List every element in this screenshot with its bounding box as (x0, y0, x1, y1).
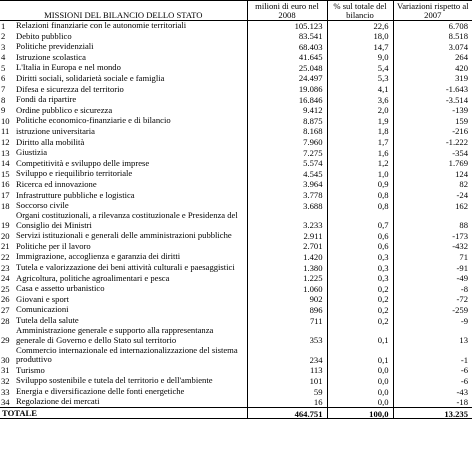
euro-millions: 105.123 (247, 21, 327, 32)
row-number: 1 (1, 20, 6, 31)
mission-name: Sviluppo e riequilibrio territoriale (16, 168, 133, 179)
table-row (0, 84, 472, 95)
variation-vs-2007: -6 (393, 365, 472, 376)
row-number: 12 (1, 137, 10, 148)
percent-of-total: 18,0 (327, 31, 393, 42)
mission-name: Turismo (16, 365, 45, 375)
total-variation: 13.235 (393, 408, 472, 419)
table-row (0, 137, 472, 148)
percent-of-total: 0,1 (327, 346, 393, 366)
table-row (0, 179, 472, 190)
percent-of-total: 5,3 (327, 73, 393, 84)
variation-vs-2007: 420 (393, 63, 472, 74)
mission-name: Difesa e sicurezza del territorio (16, 84, 124, 94)
table-row (0, 105, 472, 116)
mission-name: Ordine pubblico e sicurezza (16, 105, 113, 115)
row-number: 13 (1, 147, 10, 158)
euro-millions: 3.688 (247, 201, 327, 212)
table-row (0, 63, 472, 74)
table-row (0, 263, 472, 274)
variation-vs-2007: -139 (393, 105, 472, 116)
total-row (0, 408, 472, 419)
table-row (0, 158, 472, 169)
mission-name: Ricerca ed innovazione (16, 179, 97, 189)
row-number: 3 (1, 41, 6, 52)
table-row (0, 252, 472, 263)
percent-of-total: 1,0 (327, 169, 393, 180)
table-row (0, 21, 472, 32)
table-row (0, 31, 472, 42)
row-number: 28 (1, 315, 10, 326)
table-row (0, 294, 472, 305)
row-number: 24 (1, 273, 10, 284)
variation-vs-2007: 6.708 (393, 21, 472, 32)
euro-millions: 8.875 (247, 116, 327, 127)
variation-vs-2007: 162 (393, 201, 472, 212)
percent-of-total: 0,3 (327, 263, 393, 274)
row-number: 11 (1, 126, 10, 137)
variation-vs-2007: 159 (393, 116, 472, 127)
percent-of-total: 1,6 (327, 148, 393, 159)
mission-name: Organi costituzionali, a rilevanza costituzionale e Presidenza del Consiglio dei Ministri (16, 211, 238, 230)
variation-vs-2007: 124 (393, 169, 472, 180)
euro-millions: 24.497 (247, 73, 327, 84)
mission-name: Agricoltura, politiche agroalimentari e pesca (16, 273, 170, 283)
header-row (0, 1, 472, 21)
percent-of-total: 14,7 (327, 42, 393, 53)
row-number: 14 (1, 158, 10, 169)
euro-millions: 68.403 (247, 42, 327, 53)
euro-millions: 1.420 (247, 252, 327, 263)
row-number: 15 (1, 168, 10, 179)
table-row (0, 241, 472, 252)
percent-of-total: 0,3 (327, 252, 393, 263)
table-row (0, 42, 472, 53)
row-number: 7 (1, 84, 6, 95)
row-number: 5 (1, 62, 6, 73)
percent-of-total: 22,6 (327, 21, 393, 32)
percent-of-total: 0,1 (327, 326, 393, 346)
row-number: 34 (1, 397, 10, 407)
mission-name: Regolazione dei mercati (16, 397, 100, 407)
table-row (0, 376, 472, 387)
euro-millions: 902 (247, 294, 327, 305)
percent-of-total: 0,0 (327, 376, 393, 387)
variation-vs-2007: -1.222 (393, 137, 472, 148)
table-row (0, 326, 472, 346)
variation-vs-2007: -216 (393, 126, 472, 137)
mission-name: Infrastrutture pubbliche e logistica (16, 190, 135, 200)
column-header-percent: % sul totale del bilancio (327, 1, 393, 21)
mission-name: Giustizia (16, 147, 48, 158)
row-number: 2 (1, 31, 6, 42)
variation-vs-2007: -3.514 (393, 95, 472, 106)
row-number: 26 (1, 294, 10, 305)
row-number: 20 (1, 230, 10, 241)
mission-name: Politiche economico-finanziarie e di bilancio (16, 115, 171, 126)
table-row (0, 116, 472, 127)
mission-name: Energia e diversificazione delle fonti energetiche (16, 386, 185, 396)
percent-of-total: 0,9 (327, 179, 393, 190)
mission-name: Politiche previdenziali (16, 41, 94, 52)
euro-millions: 25.048 (247, 63, 327, 74)
variation-vs-2007: -6 (393, 376, 472, 387)
row-number: 29 (1, 335, 10, 346)
euro-millions: 3.778 (247, 190, 327, 201)
mission-name: L'Italia in Europa e nel mondo (16, 62, 121, 73)
euro-millions: 59 (247, 387, 327, 398)
percent-of-total: 9,0 (327, 52, 393, 63)
variation-vs-2007: 8.518 (393, 31, 472, 42)
table-row (0, 211, 472, 231)
variation-vs-2007: 82 (393, 179, 472, 190)
mission-name: istruzione universitaria (16, 126, 95, 136)
percent-of-total: 0,3 (327, 273, 393, 284)
row-number: 17 (1, 190, 10, 200)
table-title: MISSIONI DEL BILANCIO DELLO STATO (0, 1, 247, 21)
table-row (0, 126, 472, 137)
euro-millions: 3.964 (247, 179, 327, 190)
percent-of-total: 0,2 (327, 294, 393, 305)
percent-of-total: 1,7 (327, 137, 393, 148)
total-label: TOTALE (0, 408, 247, 419)
variation-vs-2007: -259 (393, 305, 472, 316)
mission-name: Soccorso civile (16, 200, 69, 211)
row-number: 16 (1, 179, 10, 190)
euro-millions: 234 (247, 346, 327, 366)
mission-name: Debito pubblico (16, 31, 72, 41)
table-row (0, 284, 472, 295)
euro-millions: 9.412 (247, 105, 327, 116)
table-body (0, 21, 472, 408)
euro-millions: 2.701 (247, 241, 327, 252)
percent-of-total: 2,0 (327, 105, 393, 116)
euro-millions: 7.960 (247, 137, 327, 148)
row-number: 27 (1, 304, 10, 315)
column-header-variation: Variazioni rispetto al 2007 (393, 1, 472, 21)
percent-of-total: 4,1 (327, 84, 393, 95)
euro-millions: 1.225 (247, 273, 327, 284)
euro-millions: 19.086 (247, 84, 327, 95)
table-row (0, 397, 472, 408)
percent-of-total: 5,4 (327, 63, 393, 74)
row-number: 25 (1, 283, 10, 294)
euro-millions: 1.060 (247, 284, 327, 295)
percent-of-total: 3,6 (327, 95, 393, 106)
mission-name: Tutela della salute (16, 315, 79, 326)
mission-name: Tutela e valorizzazione dei beni attività culturali e paesaggistici (16, 262, 235, 273)
variation-vs-2007: -432 (393, 241, 472, 252)
variation-vs-2007: -1 (393, 346, 472, 366)
table-row (0, 231, 472, 242)
percent-of-total: 0,0 (327, 397, 393, 408)
euro-millions: 3.233 (247, 211, 327, 231)
euro-millions: 101 (247, 376, 327, 387)
table-row (0, 346, 472, 366)
euro-millions: 711 (247, 316, 327, 327)
euro-millions: 16 (247, 397, 327, 408)
percent-of-total: 0,2 (327, 305, 393, 316)
mission-name: Giovani e sport (16, 294, 69, 304)
mission-name: Competitività e sviluppo delle imprese (16, 158, 150, 168)
euro-millions: 113 (247, 365, 327, 376)
total-euro: 464.751 (247, 408, 327, 419)
percent-of-total: 0,0 (327, 387, 393, 398)
table-row (0, 169, 472, 180)
row-number: 9 (1, 105, 6, 116)
table-row (0, 52, 472, 63)
row-number: 19 (1, 220, 10, 231)
variation-vs-2007: -8 (393, 284, 472, 295)
column-header-euro: milioni di euro nel 2008 (247, 1, 327, 21)
percent-of-total: 0,8 (327, 190, 393, 201)
percent-of-total: 0,7 (327, 211, 393, 231)
percent-of-total: 0,6 (327, 241, 393, 252)
table-row (0, 387, 472, 398)
row-number: 4 (1, 52, 6, 63)
percent-of-total: 0,2 (327, 284, 393, 295)
variation-vs-2007: 319 (393, 73, 472, 84)
percent-of-total: 0,6 (327, 231, 393, 242)
row-number: 8 (1, 94, 6, 105)
mission-name: Sviluppo sostenibile e tutela del territorio e dell'ambiente (16, 375, 213, 386)
row-number: 30 (1, 354, 10, 365)
mission-name: Politiche per il lavoro (16, 241, 91, 251)
mission-name: Servizi istituzionali e generali delle amministrazioni pubbliche (16, 230, 232, 241)
variation-vs-2007: 1.769 (393, 158, 472, 169)
variation-vs-2007: -43 (393, 387, 472, 398)
mission-name: Amministrazione generale e supporto alla rappresentanza generale di Governo e dello Stato sul territorio (16, 326, 214, 345)
row-number: 22 (1, 251, 10, 262)
euro-millions: 5.574 (247, 158, 327, 169)
mission-name: Comunicazioni (16, 304, 69, 315)
euro-millions: 4.545 (247, 169, 327, 180)
variation-vs-2007: -18 (393, 397, 472, 408)
table-row (0, 95, 472, 106)
euro-millions: 7.275 (247, 148, 327, 159)
mission-name: Casa e assetto urbanistico (16, 283, 105, 294)
euro-millions: 83.541 (247, 31, 327, 42)
table-row (0, 73, 472, 84)
mission-name: Fondi da ripartire (16, 94, 77, 105)
row-number: 32 (1, 375, 10, 386)
variation-vs-2007: 264 (393, 52, 472, 63)
variation-vs-2007: -49 (393, 273, 472, 284)
variation-vs-2007: -9 (393, 316, 472, 327)
percent-of-total: 1,8 (327, 126, 393, 137)
euro-millions: 16.846 (247, 95, 327, 106)
euro-millions: 2.911 (247, 231, 327, 242)
euro-millions: 8.168 (247, 126, 327, 137)
variation-vs-2007: 3.074 (393, 42, 472, 53)
table-row (0, 148, 472, 159)
row-number: 18 (1, 200, 10, 211)
table-row (0, 273, 472, 284)
mission-name: Immigrazione, accoglienza e garanzia dei diritti (16, 251, 181, 262)
mission-name: Diritti sociali, solidarietà sociale e famiglia (16, 73, 165, 83)
table-row (0, 316, 472, 327)
table-row (0, 365, 472, 376)
row-number: 31 (1, 365, 10, 376)
percent-of-total: 0,2 (327, 316, 393, 327)
euro-millions: 41.645 (247, 52, 327, 63)
table-row (0, 190, 472, 201)
variation-vs-2007: 13 (393, 326, 472, 346)
variation-vs-2007: -72 (393, 294, 472, 305)
percent-of-total: 0,0 (327, 365, 393, 376)
variation-vs-2007: -173 (393, 231, 472, 242)
euro-millions: 896 (247, 305, 327, 316)
variation-vs-2007: -1.643 (393, 84, 472, 95)
table-row (0, 305, 472, 316)
row-number: 33 (1, 386, 10, 397)
euro-millions: 1.380 (247, 263, 327, 274)
table-row (0, 201, 472, 212)
variation-vs-2007: -91 (393, 263, 472, 274)
mission-name: Commercio internazionale ed internazionalizzazione del sistema produttivo (16, 345, 238, 365)
percent-of-total: 1,9 (327, 116, 393, 127)
euro-millions: 353 (247, 326, 327, 346)
percent-of-total: 0,8 (327, 201, 393, 212)
mission-name: Relazioni finanziarie con le autonomie territoriali (16, 20, 187, 31)
mission-name: Istruzione scolastica (16, 52, 86, 62)
variation-vs-2007: 88 (393, 211, 472, 231)
total-percent: 100,0 (327, 408, 393, 419)
row-number: 10 (1, 115, 10, 126)
variation-vs-2007: -354 (393, 148, 472, 159)
row-number: 21 (1, 241, 10, 252)
row-number: 23 (1, 262, 10, 273)
percent-of-total: 1,2 (327, 158, 393, 169)
mission-name: Diritto alla mobilità (16, 137, 85, 147)
variation-vs-2007: -24 (393, 190, 472, 201)
row-number: 6 (1, 73, 6, 84)
variation-vs-2007: 71 (393, 252, 472, 263)
